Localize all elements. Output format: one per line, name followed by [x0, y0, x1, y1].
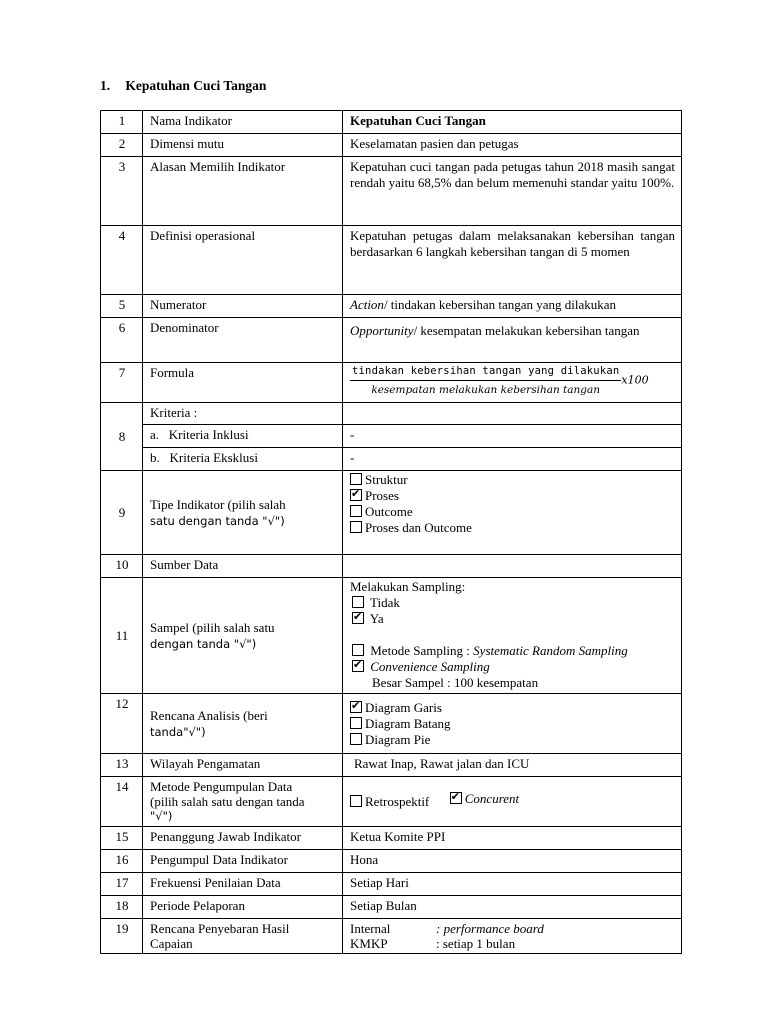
checkbox-checked-icon[interactable] [352, 612, 364, 624]
method-options [343, 777, 682, 827]
row-label-line: Sampel (pilih salah satu [150, 619, 275, 635]
row-value [343, 403, 682, 425]
row-label: Dimensi mutu [143, 134, 343, 157]
row-number: 19 [101, 919, 143, 954]
option-concurent[interactable] [450, 791, 519, 806]
row-label [143, 777, 343, 827]
checkbox-icon[interactable] [350, 521, 362, 533]
checkbox-checked-icon[interactable] [350, 701, 362, 713]
criteria-exclusion-value: - [343, 448, 682, 471]
row-value: Keselamatan pasien dan petugas [343, 134, 682, 157]
row-number: 13 [101, 754, 143, 777]
checkbox-checked-icon[interactable] [350, 489, 362, 501]
checkbox-icon[interactable] [352, 596, 364, 608]
row-number: 10 [101, 555, 143, 578]
table-row [101, 111, 682, 134]
row-number: 16 [101, 850, 143, 873]
checkbox-icon[interactable] [350, 473, 362, 485]
formula-fraction [350, 363, 621, 398]
checkbox-icon[interactable] [350, 733, 362, 745]
row-number: 7 [101, 363, 143, 403]
option-metode-sampling[interactable] [350, 643, 675, 659]
row-value: Ketua Komite PPI [343, 827, 682, 850]
checkbox-checked-icon[interactable] [450, 792, 462, 804]
row-number: 5 [101, 295, 143, 318]
section-title: Kepatuhan Cuci Tangan [125, 78, 267, 93]
row-number: 8 [101, 403, 143, 471]
section-heading [100, 78, 266, 94]
row-number: 15 [101, 827, 143, 850]
table-row [101, 555, 682, 578]
sampling-intro: Melakukan Sampling: [350, 579, 466, 594]
row-label: Kriteria : [143, 403, 343, 425]
row-label-line: Metode Pengumpulan Data [150, 779, 293, 794]
denominator-desc: / kesempatan melakukan kebersihan tangan [413, 323, 640, 338]
row-label: Sumber Data [143, 555, 343, 578]
table-row [101, 694, 682, 754]
row-label: Numerator [143, 295, 343, 318]
table-row [101, 318, 682, 363]
denominator-term: Opportunity [350, 323, 414, 338]
row-value: Hona [343, 850, 682, 873]
option-label: Ya [369, 611, 384, 626]
numerator-desc: / tindakan kebersihan tangan yang dilakukan [383, 297, 617, 312]
row-value [343, 318, 682, 363]
formula-cell [343, 363, 682, 403]
row-value: Kepatuhan Cuci Tangan [343, 111, 682, 134]
row-label: Denominator [143, 318, 343, 363]
row-value: Kepatuhan petugas dalam melaksanakan kebersihan tangan berdasarkan 6 langkah kebersihan tangan di 5 momen [343, 226, 682, 295]
numerator-term: Action [350, 297, 384, 312]
table-row [101, 777, 682, 827]
row-number: 11 [101, 578, 143, 694]
option-label: Proses dan Outcome [365, 520, 472, 535]
checkbox-checked-icon[interactable] [352, 660, 364, 672]
option-diagram-pie[interactable] [350, 732, 675, 748]
table-row [101, 471, 682, 555]
option-label: Retrospektif [365, 793, 430, 809]
table-row [101, 578, 682, 694]
row-value: Setiap Bulan [343, 896, 682, 919]
option-diagram-batang[interactable] [350, 716, 675, 732]
option-convenience[interactable] [350, 659, 675, 675]
row-number: 17 [101, 873, 143, 896]
table-row [101, 896, 682, 919]
row-label-line: Capaian [150, 936, 193, 951]
row-number: 4 [101, 226, 143, 295]
row-number: 18 [101, 896, 143, 919]
row-label: Wilayah Pengamatan [143, 754, 343, 777]
option-ya[interactable] [350, 611, 675, 627]
criteria-inclusion-value: - [343, 425, 682, 448]
criteria-inclusion-label: a. Kriteria Inklusi [143, 425, 343, 448]
table-row [101, 295, 682, 318]
row-number: 14 [101, 777, 143, 827]
checkbox-icon[interactable] [350, 717, 362, 729]
row-label: Definisi operasional [143, 226, 343, 295]
checkbox-icon[interactable] [350, 505, 362, 517]
formula-denominator: kesempatan melakukan kebersihan tangan [371, 384, 601, 396]
row-number: 1 [101, 111, 143, 134]
option-label: Tidak [370, 595, 400, 610]
row-number: 9 [101, 471, 143, 555]
row-label: Frekuensi Penilaian Data [143, 873, 343, 896]
row-label: Formula [143, 363, 343, 403]
option-label: Metode Sampling : [370, 643, 474, 658]
distribution-value: : performance board [436, 921, 544, 936]
table-row [101, 425, 682, 448]
row-label-line: Rencana Analisis (beri [150, 707, 268, 723]
row-label [143, 578, 343, 694]
option-tidak[interactable] [350, 595, 675, 611]
option-label: Struktur [365, 472, 408, 487]
option-label: Proses [365, 488, 399, 503]
row-label-line: satu dengan tanda "√") [150, 513, 285, 528]
formula-multiplier: x100 [621, 373, 649, 387]
distribution-key: Internal [350, 921, 391, 936]
row-number: 12 [101, 694, 143, 754]
option-label: Diagram Batang [365, 715, 451, 731]
table-row [101, 226, 682, 295]
row-number: 6 [101, 318, 143, 363]
option-proses-outcome[interactable] [350, 520, 675, 536]
row-value [343, 295, 682, 318]
checkbox-icon[interactable] [352, 644, 364, 656]
distribution-key: KMKP [350, 936, 388, 951]
option-retrospektif[interactable] [350, 794, 429, 809]
row-number: 2 [101, 134, 143, 157]
row-label-line: "√") [150, 809, 173, 823]
option-diagram-garis[interactable] [350, 700, 675, 716]
option-label: Diagram Garis [365, 699, 442, 715]
row-value: Rawat Inap, Rawat jalan dan ICU [343, 754, 682, 777]
sample-size: Besar Sampel : 100 kesempatan [372, 675, 539, 690]
row-value: Setiap Hari [343, 873, 682, 896]
table-row [101, 134, 682, 157]
section-number: 1. [100, 78, 111, 93]
option-label: Diagram Pie [365, 731, 431, 747]
table-row [101, 403, 682, 425]
sample-options [343, 578, 682, 694]
row-label [143, 919, 343, 954]
table-row [101, 157, 682, 226]
row-label: Alasan Memilih Indikator [143, 157, 343, 226]
table-row [101, 363, 682, 403]
table-row [101, 850, 682, 873]
row-number: 3 [101, 157, 143, 226]
row-label-line: Tipe Indikator (pilih salah [150, 496, 286, 512]
option-outcome[interactable] [350, 504, 675, 520]
row-label [143, 694, 343, 754]
formula-numerator: tindakan kebersihan tangan yang dilakukan [350, 363, 621, 381]
analysis-options [343, 694, 682, 754]
row-label: Nama Indikator [143, 111, 343, 134]
option-label: Outcome [365, 504, 413, 519]
row-label: Penanggung Jawab Indikator [143, 827, 343, 850]
table-row [101, 919, 682, 954]
indicator-type-options [343, 471, 682, 555]
option-struktur[interactable] [350, 472, 675, 488]
option-label: Convenience Sampling [370, 659, 490, 674]
distribution-internal [350, 921, 675, 936]
distribution-plan [343, 919, 682, 954]
row-label: Pengumpul Data Indikator [143, 850, 343, 873]
table-row [101, 827, 682, 850]
row-label-line: dengan tanda "√") [150, 636, 257, 651]
checkbox-icon[interactable] [350, 795, 362, 807]
row-label: Periode Pelaporan [143, 896, 343, 919]
table-row [101, 873, 682, 896]
row-value: Kepatuhan cuci tangan pada petugas tahun 2018 masih sangat rendah yaitu 68,5% dan belum memenuhi standar yaitu 100%. [343, 157, 682, 226]
table-row [101, 754, 682, 777]
row-label-line: Rencana Penyebaran Hasil [150, 921, 290, 936]
distribution-kmkp [350, 936, 675, 951]
row-label-line: (pilih salah satu dengan tanda [150, 794, 305, 809]
distribution-value: : setiap 1 bulan [436, 936, 516, 951]
table-row [101, 448, 682, 471]
option-label: Concurent [464, 790, 520, 806]
criteria-exclusion-label: b. Kriteria Eksklusi [143, 448, 343, 471]
option-value: Systematic Random Sampling [473, 643, 628, 658]
row-label [143, 471, 343, 555]
option-proses[interactable] [350, 488, 675, 504]
row-value [343, 555, 682, 578]
row-label-line: tanda"√") [150, 724, 206, 739]
indicator-table [100, 110, 682, 954]
